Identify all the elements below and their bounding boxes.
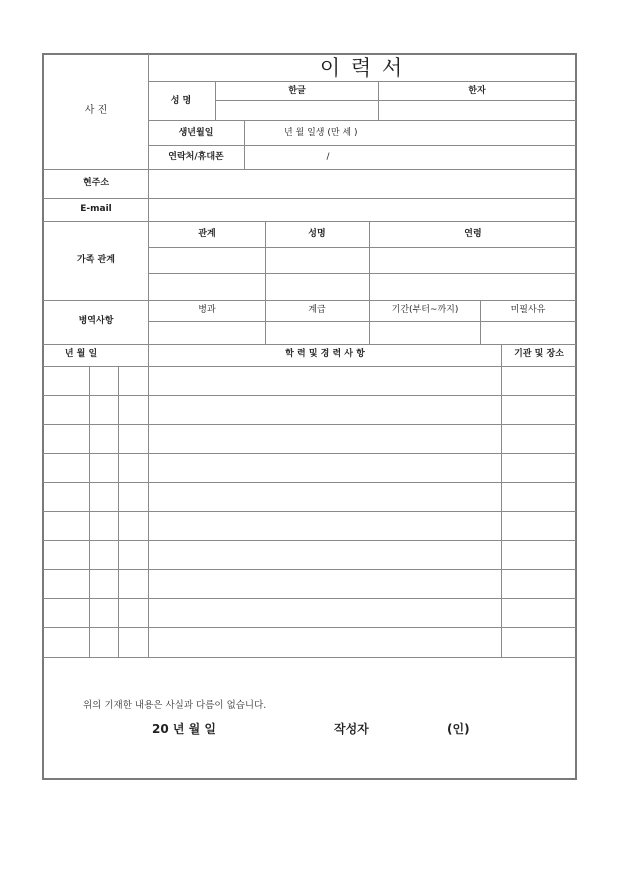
history-row-line <box>43 395 576 396</box>
address-row-bottom <box>43 198 576 199</box>
family-block-bottom <box>43 300 576 301</box>
history-org-input[interactable] <box>503 397 575 423</box>
military-block-bottom <box>43 344 576 345</box>
history-org-input[interactable] <box>503 600 575 626</box>
military-col-divider-3 <box>480 300 481 344</box>
history-year-input[interactable] <box>44 426 88 452</box>
name-hanja-input[interactable] <box>380 102 574 119</box>
history-org-input[interactable] <box>503 455 575 481</box>
history-content-input[interactable] <box>150 426 499 452</box>
label-column-divider <box>148 54 149 657</box>
signature-writer-label: 작성자 <box>334 722 369 736</box>
history-month-input[interactable] <box>90 455 117 481</box>
signature-seal: (인) <box>447 722 470 736</box>
history-org-header: 기관 및 장소 <box>514 349 564 359</box>
family-relation-input[interactable] <box>150 275 263 299</box>
name-korean-input[interactable] <box>216 102 376 119</box>
birth-label: 생년월일 <box>178 128 214 138</box>
history-day-input[interactable] <box>119 542 147 568</box>
history-row-line <box>43 598 576 599</box>
family-row-divider <box>148 273 576 274</box>
title-divider <box>148 81 576 82</box>
family-header-relation: 관계 <box>198 229 216 239</box>
address-input[interactable] <box>150 171 574 197</box>
history-day-input[interactable] <box>119 629 147 655</box>
photo-block-bottom <box>43 169 576 170</box>
history-content-header: 학 력 및 경 력 사 항 <box>285 349 365 359</box>
military-header-bottom <box>148 321 576 322</box>
history-content-input[interactable] <box>150 397 499 423</box>
history-content-input[interactable] <box>150 368 499 394</box>
military-branch-input[interactable] <box>150 323 263 343</box>
address-label: 현주소 <box>82 178 110 188</box>
name-subheader-divider <box>215 100 576 101</box>
history-year-input[interactable] <box>44 484 88 510</box>
history-content-input[interactable] <box>150 484 499 510</box>
history-org-input[interactable] <box>503 368 575 394</box>
military-header-rank: 계급 <box>308 305 326 315</box>
page-title: 이 력 서 <box>319 56 405 80</box>
history-day-input[interactable] <box>119 397 147 423</box>
history-year-input[interactable] <box>44 600 88 626</box>
military-rank-input[interactable] <box>267 323 367 343</box>
military-header-exemption: 미필사유 <box>510 305 546 315</box>
history-day-input[interactable] <box>119 484 147 510</box>
history-year-input[interactable] <box>44 629 88 655</box>
history-content-input[interactable] <box>150 600 499 626</box>
history-month-input[interactable] <box>90 368 117 394</box>
history-row-line <box>43 569 576 570</box>
history-row-line <box>43 424 576 425</box>
history-day-input[interactable] <box>119 455 147 481</box>
history-year-input[interactable] <box>44 542 88 568</box>
family-col-divider-2 <box>369 221 370 300</box>
history-row-line <box>43 540 576 541</box>
history-content-input[interactable] <box>150 571 499 597</box>
family-label: 가족 관계 <box>77 255 115 265</box>
military-header-period: 기간(부터~까지) <box>391 305 459 315</box>
family-header-bottom <box>148 247 576 248</box>
history-year-input[interactable] <box>44 455 88 481</box>
name-hanja-label: 한자 <box>468 86 486 96</box>
history-row-line <box>43 627 576 628</box>
history-day-input[interactable] <box>119 426 147 452</box>
history-month-input[interactable] <box>90 426 117 452</box>
family-header-age: 연령 <box>464 229 482 239</box>
name-row-bottom <box>148 120 576 121</box>
military-label: 병역사항 <box>78 316 114 326</box>
photo-placeholder-label: 사 진 <box>84 105 108 116</box>
history-month-input[interactable] <box>90 600 117 626</box>
history-month-input[interactable] <box>90 397 117 423</box>
history-day-input[interactable] <box>119 571 147 597</box>
history-org-input[interactable] <box>503 542 575 568</box>
declaration-text: 위의 기재한 내용은 사실과 다름이 없습니다. <box>83 700 267 711</box>
history-org-input[interactable] <box>503 629 575 655</box>
history-org-input[interactable] <box>503 426 575 452</box>
birth-value: 년 월 일생 (만 세 ) <box>284 128 358 138</box>
history-year-input[interactable] <box>44 513 88 539</box>
history-content-input[interactable] <box>150 455 499 481</box>
family-age-input[interactable] <box>371 275 574 299</box>
name-korean-label: 한글 <box>288 86 306 96</box>
birth-label-divider <box>244 120 245 169</box>
history-day-input[interactable] <box>119 368 147 394</box>
history-year-input[interactable] <box>44 368 88 394</box>
mobile-input[interactable] <box>336 147 574 168</box>
history-year-input[interactable] <box>44 571 88 597</box>
history-content-input[interactable] <box>150 513 499 539</box>
history-month-input[interactable] <box>90 484 117 510</box>
history-year-input[interactable] <box>44 397 88 423</box>
email-input[interactable] <box>150 200 574 220</box>
name-label: 성 명 <box>170 96 192 106</box>
family-name-input[interactable] <box>267 249 367 272</box>
history-row-line <box>43 511 576 512</box>
history-org-divider <box>501 344 502 657</box>
history-org-input[interactable] <box>503 571 575 597</box>
family-name-input[interactable] <box>267 275 367 299</box>
contact-separator: / <box>326 152 330 162</box>
history-month-input[interactable] <box>90 629 117 655</box>
history-block-bottom <box>43 657 576 658</box>
email-label: E-mail <box>80 204 112 214</box>
history-org-input[interactable] <box>503 513 575 539</box>
history-org-input[interactable] <box>503 484 575 510</box>
history-content-input[interactable] <box>150 542 499 568</box>
military-col-divider-2 <box>369 300 370 344</box>
history-month-input[interactable] <box>90 513 117 539</box>
contact-label: 연락처/휴대폰 <box>168 152 224 162</box>
military-header-branch: 병과 <box>198 305 216 315</box>
history-day-input[interactable] <box>119 600 147 626</box>
history-month-input[interactable] <box>90 542 117 568</box>
birth-row-bottom <box>148 145 576 146</box>
phone-input[interactable] <box>246 147 324 168</box>
military-period-input[interactable] <box>371 323 478 343</box>
history-month-input[interactable] <box>90 571 117 597</box>
history-row-line <box>43 453 576 454</box>
history-date-header: 년 월 일 <box>64 349 98 359</box>
signature-date: 20 년 월 일 <box>152 722 217 736</box>
military-exemption-input[interactable] <box>482 323 574 343</box>
family-header-name: 성명 <box>308 229 326 239</box>
history-content-input[interactable] <box>150 629 499 655</box>
family-age-input[interactable] <box>371 249 574 272</box>
email-row-bottom <box>43 221 576 222</box>
history-day-input[interactable] <box>119 513 147 539</box>
name-hanja-divider <box>378 81 379 120</box>
family-col-divider-1 <box>265 221 266 344</box>
family-relation-input[interactable] <box>150 249 263 272</box>
history-header-bottom <box>43 366 576 367</box>
history-row-line <box>43 482 576 483</box>
